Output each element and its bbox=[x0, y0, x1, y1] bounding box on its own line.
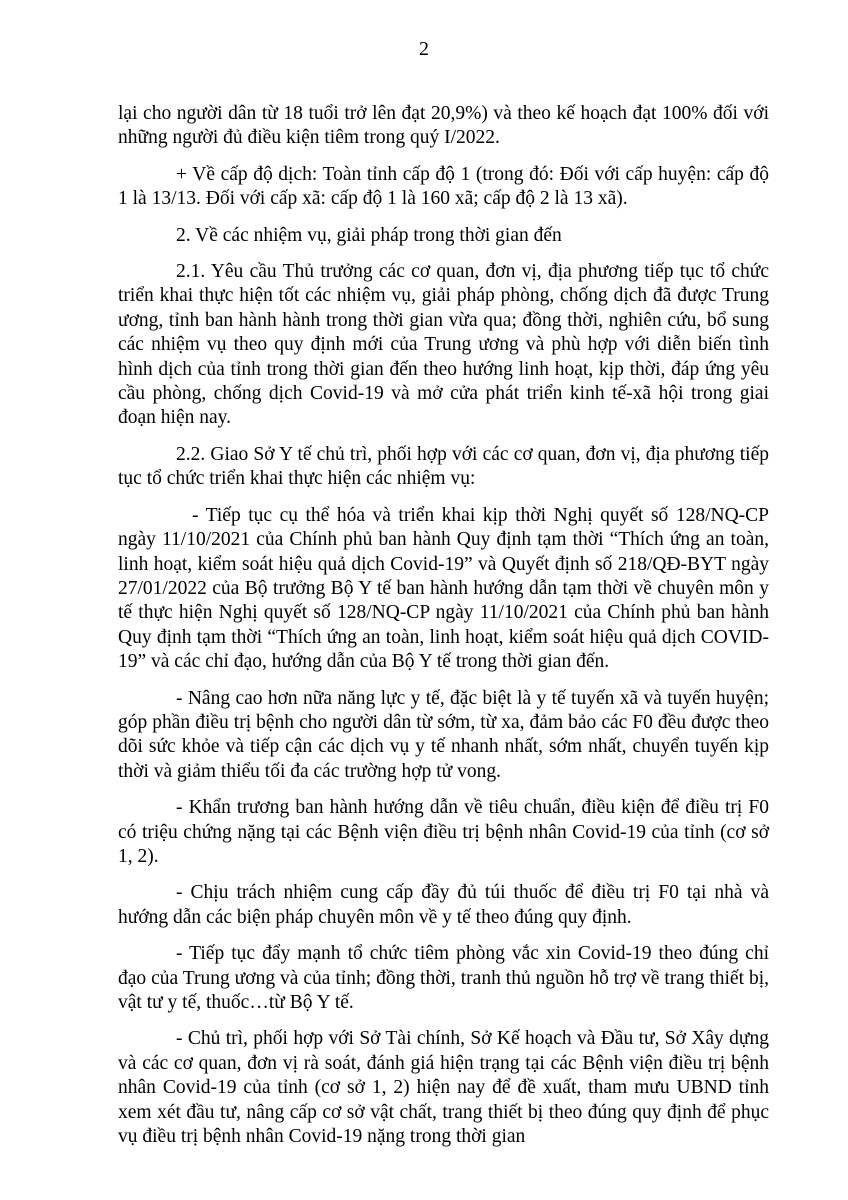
paragraph-2-1: 2.1. Yêu cầu Thủ trưởng các cơ quan, đơn vị, địa phương tiếp tục tổ chức triển khai thực hiện tốt các nhiệm vụ, giải pháp phòng, chống dịch đã được Trung ương, tỉnh ban hành hành trong thời gian vừa qua; đồng thời, nghiên cứu, bổ sung các nhiệm vụ theo quy định mới của Trung ương và phù hợp với diễn biến tình hình dịch của tỉnh trong thời gian đến theo hướng linh hoạt, kịp thời, đáp ứng yêu cầu phòng, chống dịch Covid-19 và mở cửa phát triển kinh tế-xã hội trong giai đoạn hiện nay. bbox=[118, 261, 769, 429]
bullet-medicine-bags: - Chịu trách nhiệm cung cấp đầy đủ túi thuốc để điều trị F0 tại nhà và hướng dẫn các biện pháp chuyên môn về y tế theo đúng quy định. bbox=[118, 882, 769, 928]
section-heading-tasks: 2. Về các nhiệm vụ, giải pháp trong thời gian đến bbox=[176, 224, 562, 246]
paragraph-2-2: 2.2. Giao Sở Y tế chủ trì, phối hợp với các cơ quan, đơn vị, địa phương tiếp tục tổ chức triển khai thực hiện các nhiệm vụ: bbox=[118, 443, 769, 490]
bullet-treatment-guidance: - Khẩn trương ban hành hướng dẫn về tiêu chuẩn, điều kiện để điều trị F0 có triệu chứng nặng tại các Bệnh viện điều trị bệnh nhân Covid-19 của tỉnh (cơ sở 1, 2). bbox=[118, 797, 769, 867]
bullet-resolution-128: - Tiếp tục cụ thể hóa và triển khai kịp thời Nghị quyết số 128/NQ-CP ngày 11/10/2021 của Chính phủ ban hành Quy định tạm thời “Thích ứng an toàn, linh hoạt, kiểm soát hiệu quả dịch Covid-19” và Quyết định số 218/QĐ-BYT ngày 27/01/2022 của Bộ trưởng Bộ Y tế ban hành hướng dẫn tạm thời về chuyên môn y tế thực hiện Nghị quyết số 128/NQ-CP ngày 11/10/2021 của Chính phủ ban hành Quy định tạm thời “Thích ứng an toàn, linh hoạt, kiểm soát hiệu quả dịch COVID-19” và các chỉ đạo, hướng dẫn của Bộ Y tế trong thời gian đến. bbox=[118, 504, 769, 673]
bullet-hospital-review: - Chủ trì, phối hợp với Sở Tài chính, Sở Kế hoạch và Đầu tư, Sở Xây dựng và các cơ quan, đơn vị rà soát, đánh giá hiện trạng tại các Bệnh viện điều trị bệnh nhân Covid-19 của tỉnh (cơ sở 1, 2) hiện nay để đề xuất, tham mưu UBND tỉnh xem xét đầu tư, nâng cấp cơ sở vật chất, trang thiết bị theo đúng quy định để phục vụ điều trị bệnh nhân Covid-19 nặng trong thời gian bbox=[118, 1028, 769, 1148]
paragraph-epidemic-level: + Về cấp độ dịch: Toàn tỉnh cấp độ 1 (trong đó: Đối với cấp huyện: cấp độ 1 là 13/13. Đối với cấp xã: cấp độ 1 là 160 xã; cấp độ 2 là 13 xã). bbox=[118, 163, 769, 210]
document-body bbox=[118, 102, 769, 1161]
bullet-vaccination: - Tiếp tục đẩy mạnh tổ chức tiêm phòng vắc xin Covid-19 theo đúng chỉ đạo của Trung ương và của tỉnh; đồng thời, tranh thủ nguồn hỗ trợ về trang thiết bị, vật tư y tế, thuốc…từ Bộ Y tế. bbox=[118, 943, 769, 1013]
bullet-health-capacity: - Nâng cao hơn nữa năng lực y tế, đặc biệt là y tế tuyến xã và tuyến huyện; góp phần điều trị bệnh cho người dân từ sớm, từ xa, đảm bảo các F0 đều được theo dõi sức khỏe và tiếp cận các dịch vụ y tế nhanh nhất, sớm nhất, chuyển tuyến kịp thời và giảm thiểu tối đa các trường hợp tử vong. bbox=[118, 687, 769, 782]
paragraph-continuation: lại cho người dân từ 18 tuổi trở lên đạt 20,9%) và theo kế hoạch đạt 100% đối với những người đủ điều kiện tiêm trong quý I/2022. bbox=[118, 103, 769, 149]
page-number: 2 bbox=[419, 38, 429, 60]
